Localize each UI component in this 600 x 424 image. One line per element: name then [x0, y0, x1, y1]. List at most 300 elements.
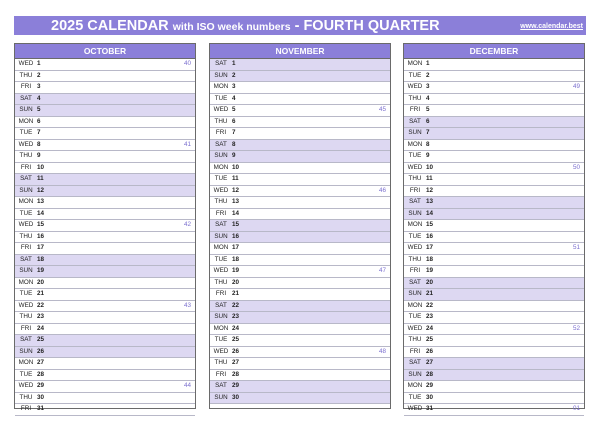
day-number: 11	[232, 175, 239, 182]
day-number: 6	[426, 117, 430, 125]
day-number: 22	[37, 301, 45, 309]
day-row	[15, 128, 195, 140]
weekday-label: MON	[407, 301, 423, 309]
day-number: 28	[426, 370, 434, 378]
day-row	[15, 117, 195, 129]
weekday-label: WED	[407, 83, 423, 90]
day-number: 25	[426, 336, 434, 343]
day-row	[210, 128, 390, 140]
day-number: 30	[426, 393, 434, 401]
weekday-label: MON	[407, 221, 423, 228]
day-number: 25	[37, 336, 45, 343]
day-number: 9	[426, 152, 430, 159]
weekday-label: TUE	[19, 290, 33, 297]
day-number: 7	[426, 129, 430, 136]
weekday-label: FRI	[20, 405, 32, 412]
month-october	[14, 43, 196, 412]
day-number: 11	[37, 175, 44, 182]
day-number: 26	[37, 347, 45, 355]
day-number: 2	[232, 71, 236, 79]
day-row	[15, 94, 195, 106]
day-row	[15, 301, 195, 313]
day-list	[404, 59, 584, 416]
day-row	[210, 335, 390, 347]
day-row	[15, 243, 195, 255]
weekday-label: THU	[19, 71, 33, 79]
day-number: 15	[37, 221, 45, 228]
day-number: 18	[426, 255, 434, 263]
weekday-label: TUE	[408, 232, 422, 240]
iso-week-number: 48	[378, 347, 386, 355]
day-row	[210, 197, 390, 209]
weekday-label: MON	[18, 117, 34, 125]
weekday-label: TUE	[19, 209, 33, 217]
day-row	[15, 59, 195, 71]
day-number: 8	[232, 140, 236, 148]
day-row	[210, 140, 390, 152]
day-row	[404, 347, 584, 359]
day-number: 4	[37, 94, 41, 102]
weekday-label: WED	[407, 163, 423, 171]
weekday-label: WED	[213, 106, 229, 113]
day-row	[404, 140, 584, 152]
weekday-label: MON	[213, 163, 229, 171]
day-row	[15, 163, 195, 175]
day-row	[404, 370, 584, 382]
day-row	[210, 347, 390, 359]
month-title: OCTOBER	[15, 44, 195, 59]
day-row	[404, 289, 584, 301]
iso-week-number: 46	[378, 186, 386, 194]
iso-week-number: 40	[183, 60, 191, 67]
weekday-label: SAT	[215, 140, 227, 148]
weekday-label: SUN	[408, 209, 422, 217]
day-row	[404, 71, 584, 83]
day-number: 21	[426, 290, 434, 297]
weekday-label: MON	[213, 244, 229, 251]
day-row	[404, 220, 584, 232]
day-number: 4	[232, 94, 236, 102]
weekday-label: SUN	[408, 370, 422, 378]
day-number: 24	[232, 324, 240, 332]
day-number: 8	[37, 140, 41, 148]
day-row	[15, 140, 195, 152]
weekday-label: TUE	[214, 255, 228, 263]
weekday-label: SAT	[215, 60, 227, 67]
weekday-label: THU	[19, 152, 33, 159]
day-number: 28	[232, 370, 240, 378]
weekday-label: SAT	[409, 117, 421, 125]
iso-week-number: 51	[572, 244, 580, 251]
weekday-label: FRI	[409, 106, 421, 113]
title-main: 2025 CALENDAR	[51, 18, 169, 34]
day-number: 18	[232, 255, 240, 263]
day-number: 7	[37, 129, 41, 136]
weekday-label: WED	[18, 140, 34, 148]
day-number: 5	[426, 106, 430, 113]
day-number: 22	[426, 301, 434, 309]
day-row	[404, 186, 584, 198]
weekday-label: SUN	[214, 393, 228, 401]
day-row	[404, 335, 584, 347]
weekday-label: WED	[213, 186, 229, 194]
title-subtitle: with ISO week numbers	[172, 21, 291, 33]
day-number: 29	[426, 382, 434, 389]
day-row	[210, 151, 390, 163]
weekday-label: FRI	[20, 244, 32, 251]
weekday-label: MON	[213, 83, 229, 90]
day-row	[210, 82, 390, 94]
day-number: 28	[37, 370, 45, 378]
day-number: 30	[232, 393, 240, 401]
weekday-label: TUE	[214, 175, 228, 182]
day-row	[210, 381, 390, 393]
day-row	[210, 186, 390, 198]
day-row	[210, 358, 390, 370]
day-row	[404, 163, 584, 175]
day-row	[210, 289, 390, 301]
weekday-label: WED	[213, 267, 229, 274]
day-number: 18	[37, 255, 45, 263]
day-row	[404, 312, 584, 324]
day-row	[210, 278, 390, 290]
day-row	[15, 174, 195, 186]
weekday-label: THU	[408, 175, 422, 182]
day-number: 16	[37, 232, 45, 240]
day-number: 3	[37, 83, 41, 90]
month-title: NOVEMBER	[210, 44, 390, 59]
day-row	[210, 163, 390, 175]
day-number: 5	[37, 106, 41, 113]
day-row	[404, 266, 584, 278]
iso-week-number: 43	[183, 301, 191, 309]
day-number: 27	[232, 359, 240, 366]
weekday-label: FRI	[409, 186, 421, 194]
weekday-label: MON	[213, 324, 229, 332]
weekday-label: THU	[214, 359, 228, 366]
day-number: 15	[426, 221, 434, 228]
weekday-label: SUN	[19, 347, 33, 355]
day-row	[15, 312, 195, 324]
weekday-label: THU	[19, 313, 33, 320]
day-number: 19	[37, 267, 45, 274]
weekday-label: FRI	[215, 209, 227, 217]
weekday-label: MON	[18, 278, 34, 286]
day-row	[15, 220, 195, 232]
day-number: 14	[37, 209, 45, 217]
weekday-label: TUE	[408, 313, 422, 320]
weekday-label: TUE	[408, 71, 422, 79]
day-number: 7	[232, 129, 236, 136]
weekday-label: MON	[407, 140, 423, 148]
weekday-label: SAT	[409, 198, 421, 205]
weekday-label: SUN	[214, 232, 228, 240]
day-row	[404, 82, 584, 94]
weekday-label: MON	[18, 198, 34, 205]
day-row	[15, 370, 195, 382]
month-november	[209, 43, 391, 409]
iso-week-number: 01	[572, 405, 580, 412]
day-number: 26	[426, 347, 434, 355]
weekday-label: TUE	[19, 370, 33, 378]
day-number: 3	[426, 83, 430, 90]
weekday-label: THU	[214, 278, 228, 286]
day-row	[15, 186, 195, 198]
day-number: 20	[426, 278, 434, 286]
weekday-label: MON	[407, 382, 423, 389]
day-row	[210, 174, 390, 186]
day-row	[15, 347, 195, 359]
weekday-label: THU	[408, 255, 422, 263]
day-number: 29	[37, 382, 45, 389]
day-number: 29	[232, 382, 240, 389]
weekday-label: SAT	[215, 301, 227, 309]
weekday-label: TUE	[19, 129, 33, 136]
day-number: 13	[426, 198, 434, 205]
weekday-label: FRI	[409, 347, 421, 355]
day-row	[15, 404, 195, 416]
day-number: 14	[426, 209, 434, 217]
weekday-label: SUN	[19, 106, 33, 113]
day-row	[210, 71, 390, 83]
day-row	[210, 301, 390, 313]
weekday-label: MON	[407, 60, 423, 67]
day-number: 20	[37, 278, 45, 286]
day-number: 9	[37, 152, 41, 159]
day-row	[210, 370, 390, 382]
weekday-label: WED	[213, 347, 229, 355]
weekday-label: THU	[214, 198, 228, 205]
day-row	[15, 105, 195, 117]
weekday-label: SUN	[19, 186, 33, 194]
weekday-label: SUN	[408, 129, 422, 136]
day-number: 10	[37, 163, 45, 171]
day-number: 19	[426, 267, 434, 274]
day-number: 1	[232, 60, 236, 67]
day-row	[210, 117, 390, 129]
iso-week-number: 44	[183, 382, 191, 389]
day-number: 9	[232, 152, 236, 159]
weekday-label: FRI	[20, 324, 32, 332]
day-row	[404, 232, 584, 244]
day-number: 17	[426, 244, 434, 251]
month-title: DECEMBER	[404, 44, 584, 59]
day-number: 17	[232, 244, 240, 251]
day-row	[404, 209, 584, 221]
day-number: 24	[426, 324, 434, 332]
weekday-label: THU	[214, 117, 228, 125]
day-number: 17	[37, 244, 45, 251]
day-row	[210, 393, 390, 405]
weekday-label: SAT	[215, 221, 227, 228]
day-number: 21	[37, 290, 45, 297]
day-number: 14	[232, 209, 240, 217]
day-row	[404, 358, 584, 370]
day-number: 13	[37, 198, 45, 205]
day-row	[210, 243, 390, 255]
weekday-label: WED	[18, 221, 34, 228]
day-number: 30	[37, 393, 45, 401]
day-row	[15, 255, 195, 267]
day-number: 22	[232, 301, 240, 309]
day-row	[15, 82, 195, 94]
day-number: 10	[232, 163, 240, 171]
weekday-label: FRI	[215, 129, 227, 136]
weekday-label: WED	[407, 405, 423, 412]
weekday-label: SUN	[408, 290, 422, 297]
day-number: 27	[37, 359, 45, 366]
day-row	[210, 255, 390, 267]
weekday-label: SAT	[409, 359, 421, 366]
day-row	[15, 266, 195, 278]
day-number: 24	[37, 324, 45, 332]
day-row	[15, 335, 195, 347]
weekday-label: SUN	[214, 71, 228, 79]
day-number: 23	[232, 313, 240, 320]
day-list	[15, 59, 195, 416]
day-row	[15, 197, 195, 209]
day-row	[210, 59, 390, 71]
weekday-label: THU	[408, 94, 422, 102]
day-row	[404, 174, 584, 186]
weekday-label: SUN	[19, 267, 33, 274]
weekday-label: WED	[18, 301, 34, 309]
weekday-label: FRI	[215, 370, 227, 378]
day-number: 19	[232, 267, 240, 274]
day-number: 16	[426, 232, 434, 240]
day-number: 16	[232, 232, 240, 240]
day-row	[404, 117, 584, 129]
day-row	[404, 197, 584, 209]
weekday-label: TUE	[214, 94, 228, 102]
day-number: 25	[232, 336, 240, 343]
weekday-label: SAT	[20, 255, 32, 263]
month-december	[403, 43, 585, 412]
day-number: 23	[37, 313, 45, 320]
day-number: 2	[37, 71, 41, 79]
weekday-label: SAT	[409, 278, 421, 286]
weekday-label: SAT	[20, 336, 32, 343]
day-row	[404, 105, 584, 117]
day-row	[15, 151, 195, 163]
day-number: 31	[426, 405, 434, 412]
day-number: 1	[37, 60, 41, 67]
day-row	[404, 393, 584, 405]
day-number: 27	[426, 359, 434, 366]
day-row	[210, 220, 390, 232]
weekday-label: WED	[407, 244, 423, 251]
iso-week-number: 49	[572, 83, 580, 90]
day-row	[404, 151, 584, 163]
day-number: 12	[37, 186, 45, 194]
day-number: 23	[426, 313, 434, 320]
day-number: 6	[232, 117, 236, 125]
day-row	[15, 71, 195, 83]
day-number: 6	[37, 117, 41, 125]
weekday-label: FRI	[409, 267, 421, 274]
day-number: 4	[426, 94, 430, 102]
day-row	[404, 381, 584, 393]
iso-week-number: 42	[183, 221, 191, 228]
title-quarter: - FOURTH QUARTER	[294, 18, 440, 34]
day-number: 15	[232, 221, 240, 228]
weekday-label: SUN	[214, 313, 228, 320]
day-number: 12	[426, 186, 434, 194]
website-link[interactable]: www.calendar.best	[520, 23, 583, 30]
day-number: 1	[426, 60, 430, 67]
weekday-label: TUE	[408, 393, 422, 401]
day-row	[404, 404, 584, 416]
weekday-label: SUN	[214, 152, 228, 159]
day-number: 2	[426, 71, 430, 79]
weekday-label: WED	[18, 60, 34, 67]
day-row	[404, 94, 584, 106]
weekday-label: FRI	[20, 163, 32, 171]
day-number: 12	[232, 186, 240, 194]
day-row	[15, 232, 195, 244]
day-number: 20	[232, 278, 240, 286]
day-row	[404, 278, 584, 290]
day-number: 21	[232, 290, 240, 297]
day-row	[210, 312, 390, 324]
weekday-label: WED	[18, 382, 34, 389]
weekday-label: THU	[19, 232, 33, 240]
day-row	[404, 128, 584, 140]
day-row	[15, 381, 195, 393]
weekday-label: SAT	[20, 175, 32, 182]
calendar-header	[14, 16, 586, 35]
day-row	[15, 209, 195, 221]
iso-week-number: 47	[378, 267, 386, 274]
page-title	[51, 17, 440, 36]
day-row	[404, 243, 584, 255]
day-row	[210, 232, 390, 244]
weekday-label: WED	[407, 324, 423, 332]
day-row	[404, 324, 584, 336]
weekday-label: SAT	[215, 382, 227, 389]
day-number: 11	[426, 175, 433, 182]
day-row	[404, 255, 584, 267]
day-row	[15, 278, 195, 290]
weekday-label: FRI	[20, 83, 32, 90]
day-row	[210, 266, 390, 278]
day-row	[210, 209, 390, 221]
day-row	[15, 289, 195, 301]
iso-week-number: 45	[378, 106, 386, 113]
iso-week-number: 52	[572, 324, 580, 332]
day-number: 8	[426, 140, 430, 148]
day-row	[404, 301, 584, 313]
day-number: 5	[232, 106, 236, 113]
day-number: 31	[37, 405, 45, 412]
day-row	[404, 59, 584, 71]
weekday-label: SAT	[20, 94, 32, 102]
day-number: 3	[232, 83, 236, 90]
day-number: 10	[426, 163, 434, 171]
day-row	[15, 393, 195, 405]
day-list	[210, 59, 390, 404]
day-row	[15, 324, 195, 336]
weekday-label: THU	[408, 336, 422, 343]
day-row	[210, 94, 390, 106]
day-number: 13	[232, 198, 240, 205]
iso-week-number: 50	[572, 163, 580, 171]
weekday-label: TUE	[214, 336, 228, 343]
iso-week-number: 41	[183, 140, 191, 148]
weekday-label: MON	[18, 359, 34, 366]
weekday-label: TUE	[408, 152, 422, 159]
weekday-label: THU	[19, 393, 33, 401]
